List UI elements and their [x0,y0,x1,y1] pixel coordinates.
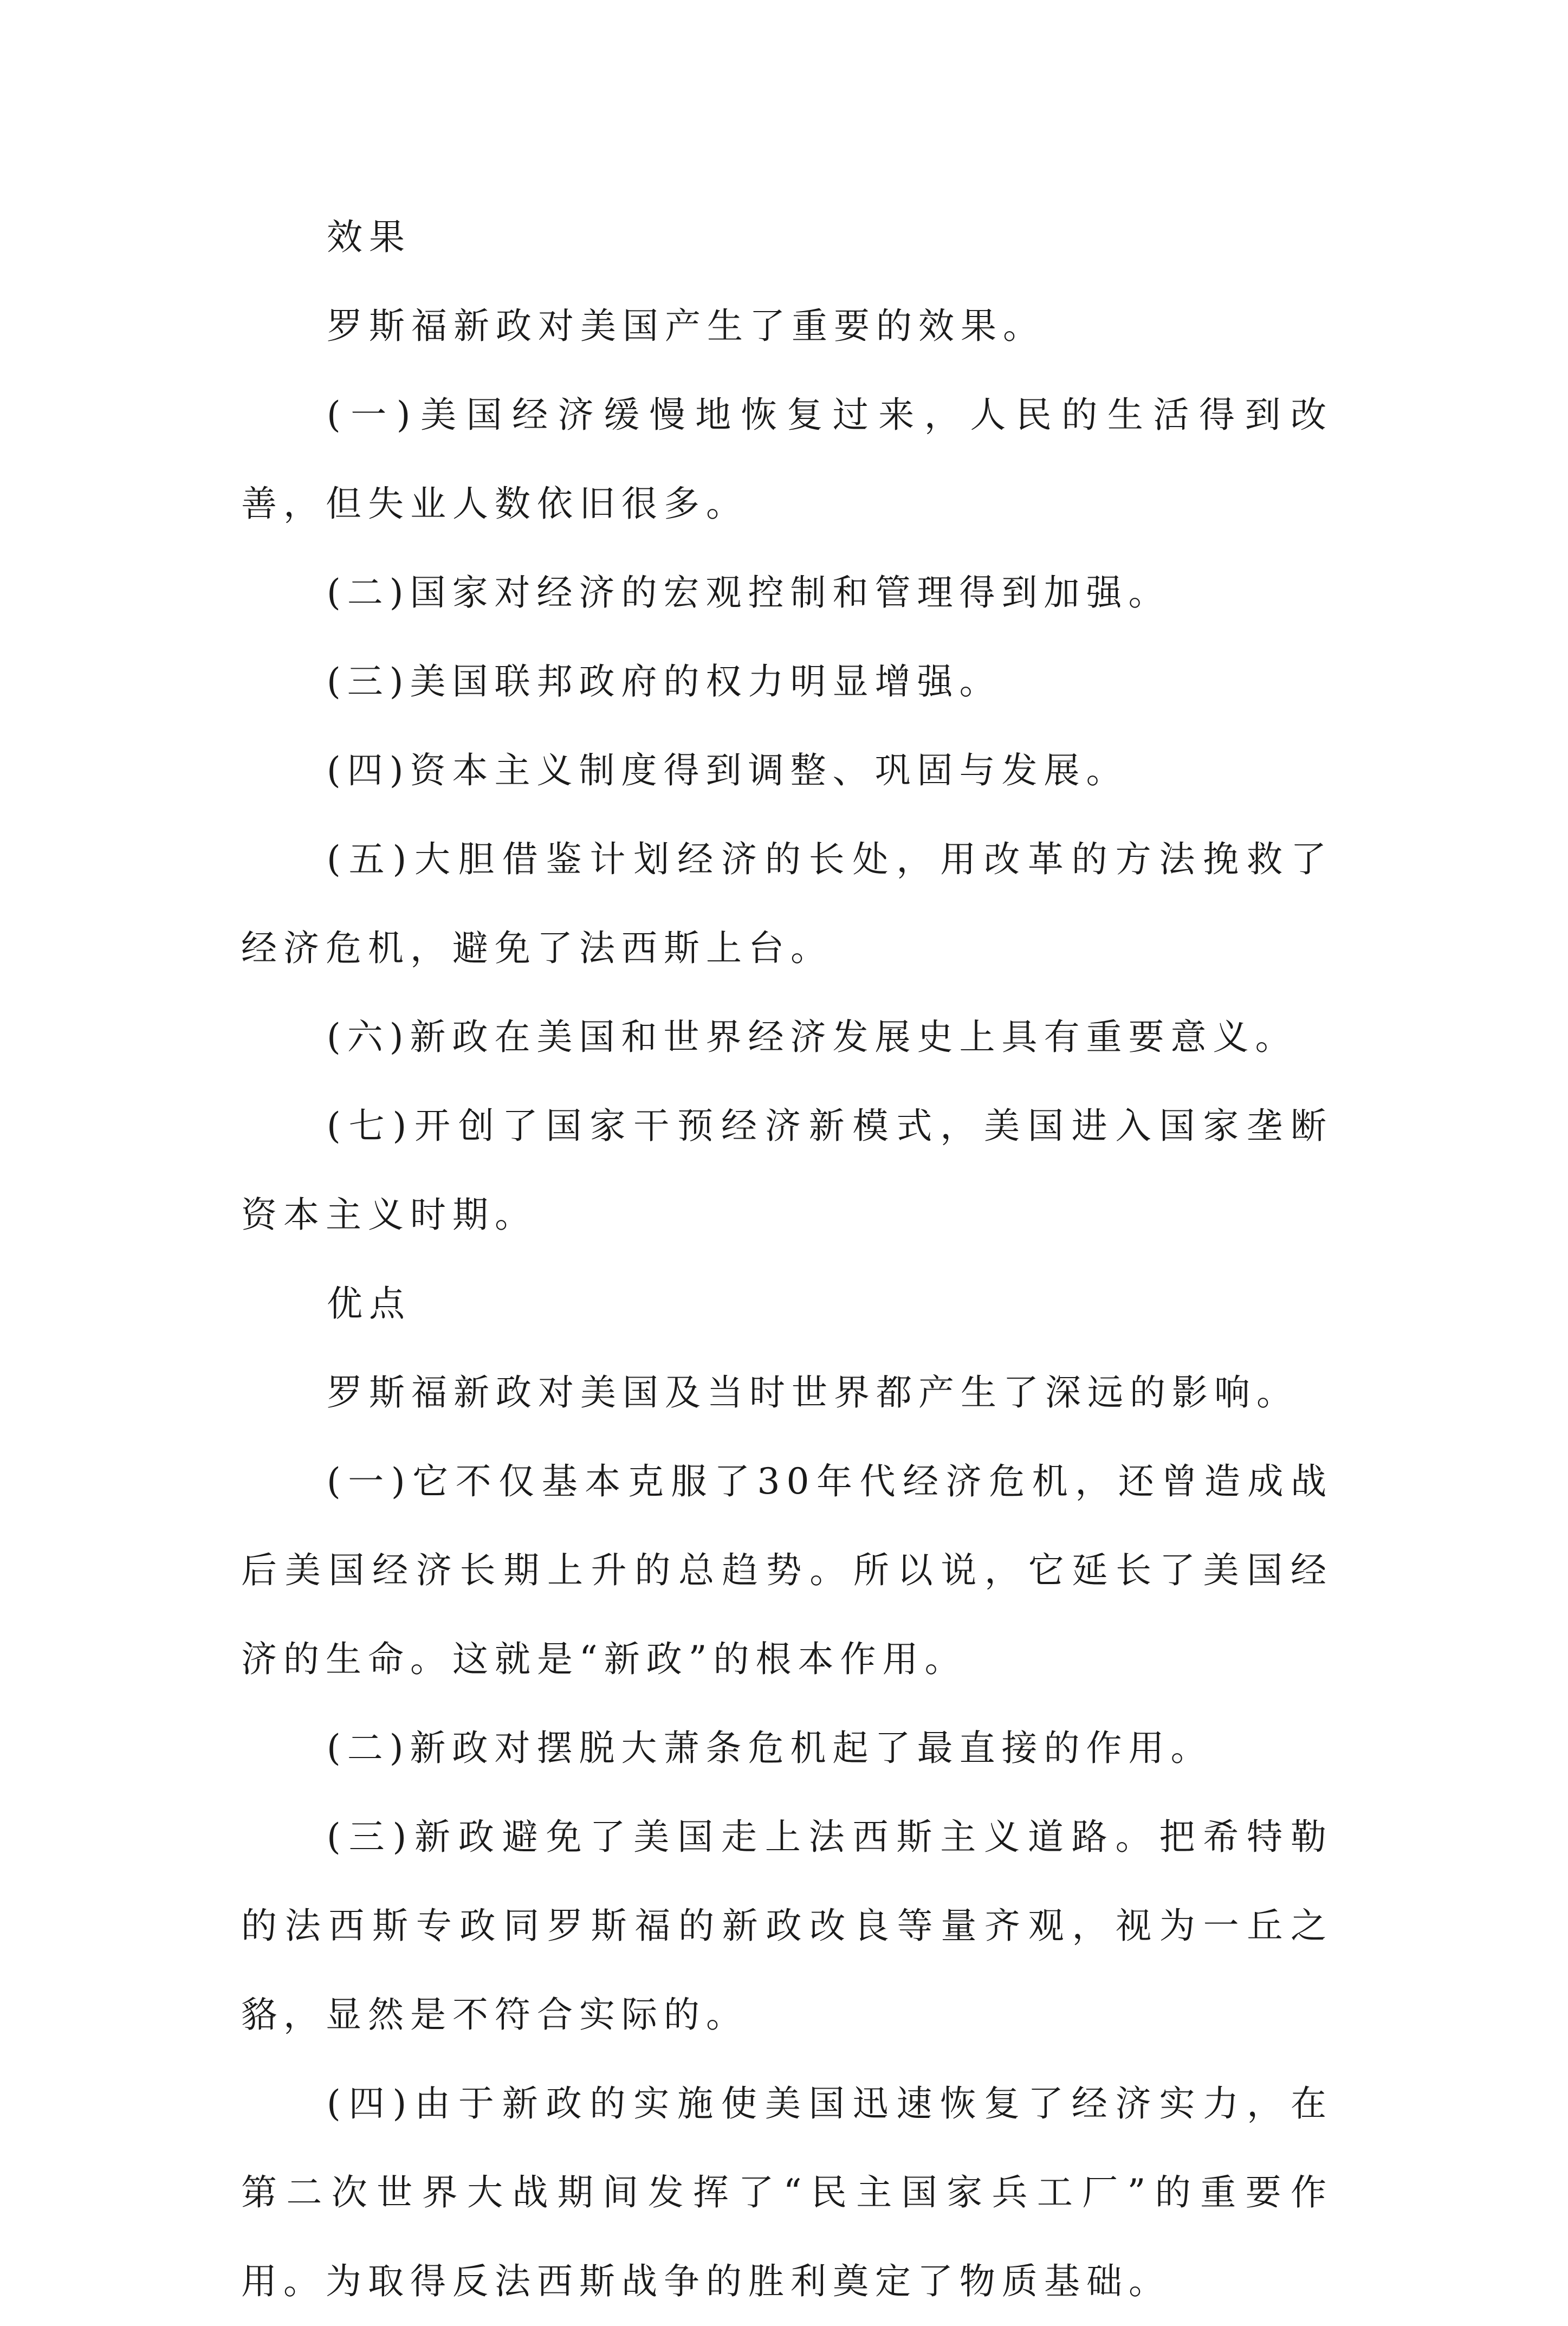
list-item-paragraph: (四)由于新政的实施使美国迅速恢复了经济实力，在第二次世界大战期间发挥了“民主国家兵工厂”的重要作用。为取得反法西斯战争的胜利奠定了物质基础。 [241,2083,1333,2302]
document-body [241,193,1333,2326]
list-item-paragraph: (二)国家对经济的宏观控制和管理得到加强。 [327,572,1171,613]
paragraph: 罗斯福新政对美国及当时世界都产生了深远的影响。 [327,1372,1299,1413]
list-item-paragraph: (六)新政在美国和世界经济发展史上具有重要意义。 [327,1016,1298,1058]
list-item-paragraph: (五)大胆借鉴计划经济的长处，用改革的方法挽救了经济危机，避免了法西斯上台。 [241,838,1333,969]
paragraph: 罗斯福新政对美国产生了重要的效果。 [327,305,1045,347]
section-heading-advantages: 优点 [327,1283,411,1324]
list-item-paragraph: (七)开创了国家干预经济新模式，美国进入国家垄断资本主义时期。 [241,1105,1333,1236]
list-item-paragraph: (一)它不仅基本克服了30年代经济危机，还曾造成战后美国经济长期上升的总趋势。所以说，它延长了美国经济的生命。这就是“新政”的根本作用。 [241,1461,1333,1680]
list-item-paragraph: (四)资本主义制度得到调整、巩固与发展。 [327,750,1129,791]
list-item-paragraph: (一)美国经济缓慢地恢复过来，人民的生活得到改善，但失业人数依旧很多。 [241,394,1333,525]
list-item-paragraph: (三)美国联邦政府的权力明显增强。 [327,661,1002,702]
section-heading-effects: 效果 [327,216,411,258]
list-item-paragraph: (三)新政避免了美国走上法西斯主义道路。把希特勒的法西斯专政同罗斯福的新政改良等量齐观，视为一丘之貉，显然是不符合实际的。 [241,1816,1333,2036]
list-item-paragraph: (二)新政对摆脱大萧条危机起了最直接的作用。 [327,1727,1213,1769]
